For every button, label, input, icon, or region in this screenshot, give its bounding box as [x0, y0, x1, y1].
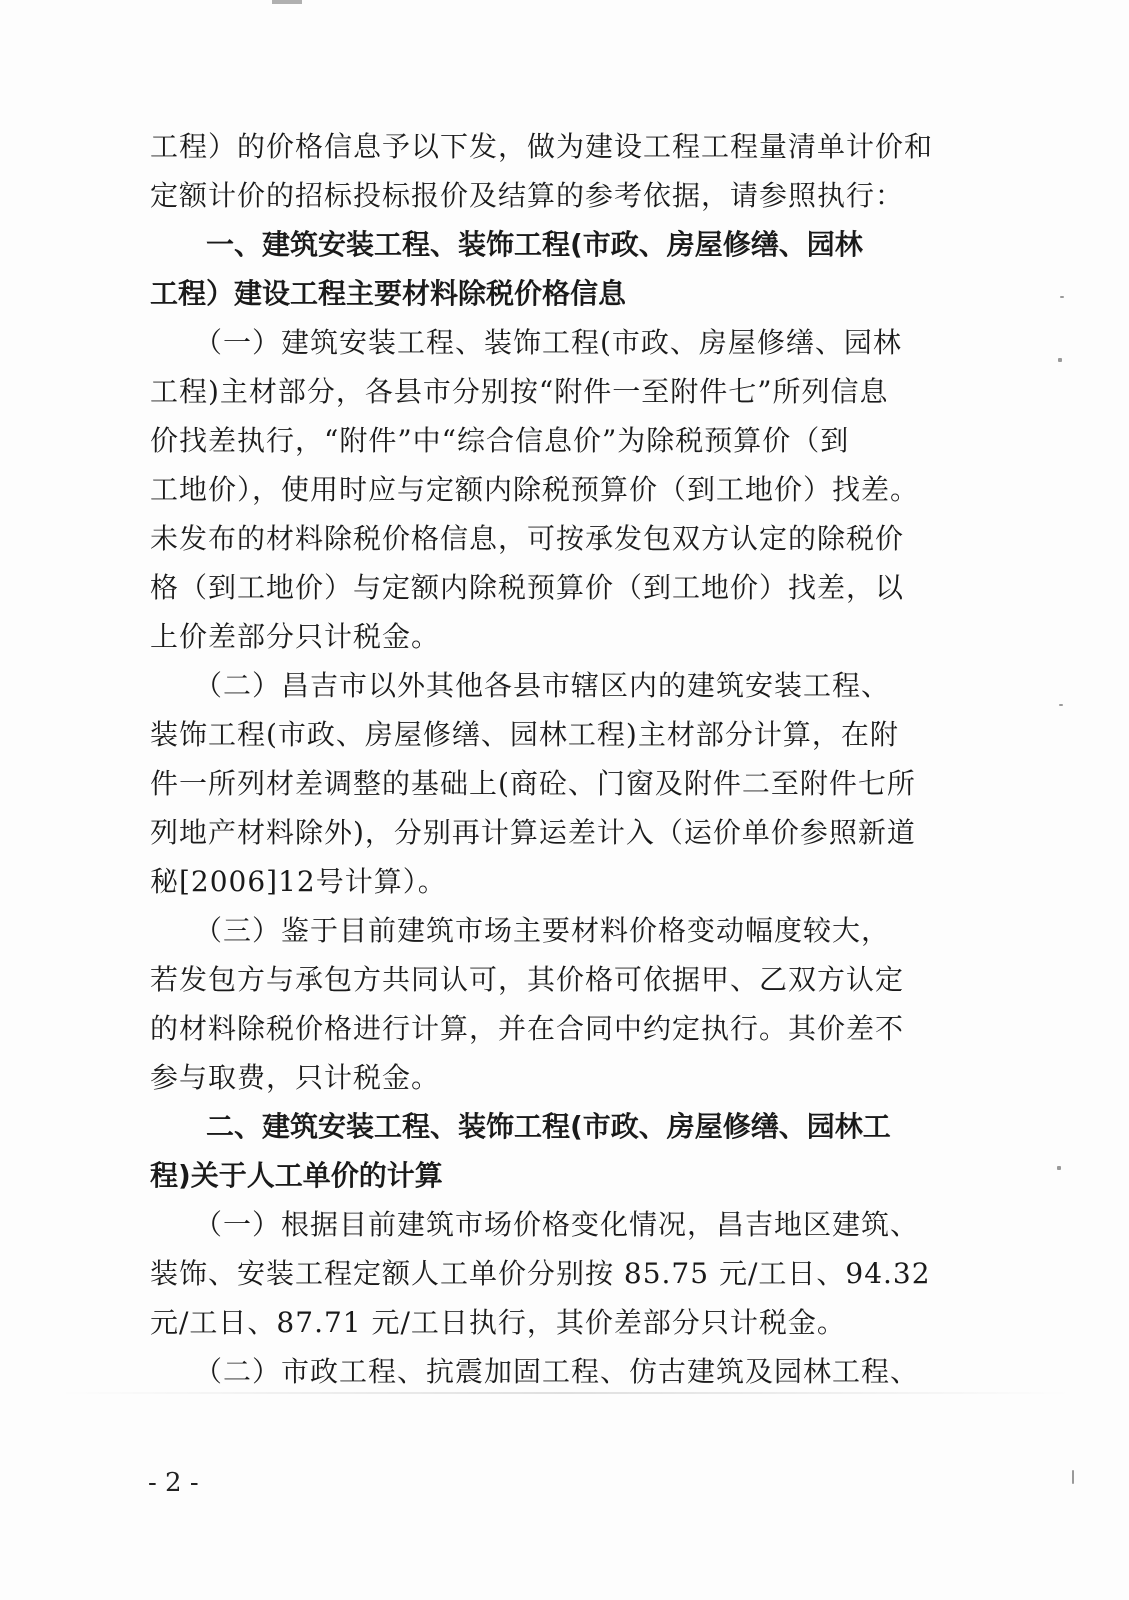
document-body — [150, 122, 955, 1396]
paragraph-line: 工程)主材部分，各县市分别按“附件一至附件七”所列信息 — [150, 375, 889, 408]
paragraph-line: 件一所列材差调整的基础上(商砼、门窗及附件二至附件七所 — [150, 767, 916, 800]
scan-speck — [1060, 296, 1064, 298]
section-heading-line: 工程）建设工程主要材料除税价格信息 — [150, 277, 627, 310]
section-heading-line: 一、建筑安装工程、装饰工程(市政、房屋修缮、园林 — [150, 228, 863, 261]
paragraph-line: （二）市政工程、抗震加固工程、仿古建筑及园林工程、 — [150, 1355, 920, 1388]
paragraph-line: 秘[2006]12号计算）。 — [150, 865, 447, 898]
paragraph-line: 上价差部分只计税金。 — [150, 620, 441, 653]
paragraph-line: （一）根据目前建筑市场价格变化情况，昌吉地区建筑、 — [150, 1208, 920, 1241]
paragraph-line: 价找差执行，“附件”中“综合信息价”为除税预算价（到 — [150, 424, 850, 457]
paragraph-line: （二）昌吉市以外其他各县市辖区内的建筑安装工程、 — [150, 669, 891, 702]
paragraph-line: 格（到工地价）与定额内除税预算价（到工地价）找差，以 — [150, 571, 905, 604]
scan-smudge — [272, 0, 302, 4]
page-number: - 2 - — [148, 1468, 199, 1498]
scan-speck — [1072, 1470, 1074, 1484]
section-heading-line: 二、建筑安装工程、装饰工程(市政、房屋修缮、园林工 — [150, 1110, 891, 1143]
section-heading-line: 程)关于人工单价的计算 — [150, 1159, 443, 1192]
paragraph-line: 元/工日、87.71 元/工日执行，其价差部分只计税金。 — [150, 1306, 846, 1339]
paragraph-line: 的材料除税价格进行计算，并在合同中约定执行。其价差不 — [150, 1012, 905, 1045]
scan-artifact-line — [60, 1392, 1070, 1394]
paragraph-line: 装饰、安装工程定额人工单价分别按 85.75 元/工日、94.32 — [150, 1257, 931, 1290]
paragraph-line: 未发布的材料除税价格信息，可按承发包双方认定的除税价 — [150, 522, 905, 555]
paragraph-line: 列地产材料除外)，分别再计算运差计入（运价单价参照新道 — [150, 816, 916, 849]
scan-speck — [1059, 704, 1063, 706]
scan-speck — [1057, 1166, 1061, 1170]
paragraph-line: 工地价），使用时应与定额内除税预算价（到工地价）找差。 — [150, 473, 920, 506]
paragraph-line: 工程）的价格信息予以下发，做为建设工程工程量清单计价和 — [150, 130, 934, 163]
paragraph-line: （三）鉴于目前建筑市场主要材料价格变动幅度较大， — [150, 914, 891, 947]
scan-speck — [1058, 358, 1062, 362]
paragraph-line: 若发包方与承包方共同认可，其价格可依据甲、乙双方认定 — [150, 963, 905, 996]
paragraph-line: 装饰工程(市政、房屋修缮、园林工程)主材部分计算，在附 — [150, 718, 899, 751]
paragraph-line: 定额计价的招标投标报价及结算的参考依据，请参照执行： — [150, 179, 905, 212]
paragraph-line: 参与取费，只计税金。 — [150, 1061, 441, 1094]
paragraph-line: （一）建筑安装工程、装饰工程(市政、房屋修缮、园林 — [150, 326, 902, 359]
